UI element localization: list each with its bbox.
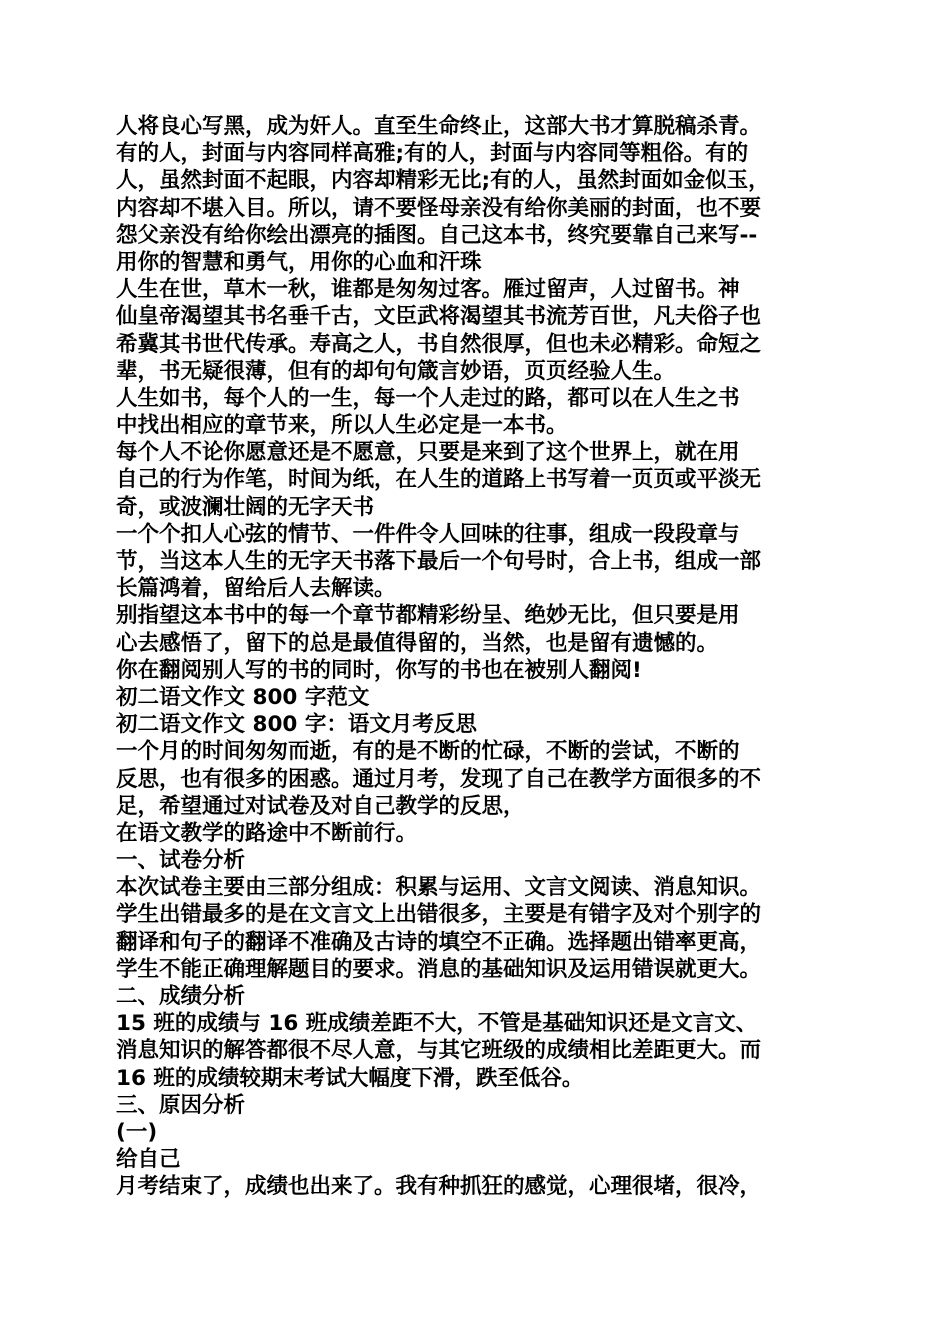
text-line: 节，当这本人生的无字天书落下最后一个句号时，合上书，组成一部 [116,549,762,574]
text-line: 内容却不堪入目。所以，请不要怪母亲没有给你美丽的封面，也不要 [116,195,762,221]
text-line: 本次试卷主要由三部分组成：积累与运用、文言文阅读、消息知识。 [116,875,762,901]
text-line: 人生如书，每个人的一生，每一个人走过的路，都可以在人生之书 [116,385,740,411]
subsection-heading: 给自己 [116,1147,181,1173]
essay-heading: 初二语文作文 800 字：语文月考反思 [116,712,477,738]
text-line: 用你的智慧和勇气，用你的心血和汗珠 [116,249,482,275]
text-line: 人，虽然封面不起眼，内容却精彩无比;有的人，虽然封面如金似玉， [116,168,770,194]
text-line: 学生不能正确理解题目的要求。消息的基础知识及运用错误就更大。 [116,956,762,982]
section-heading: 一、试卷分析 [116,848,246,874]
text-line: 怨父亲没有给你绘出漂亮的插图。自己这本书，终究要靠自己来写-- [116,222,758,248]
text-line: 16 班的成绩较期末考试大幅度下滑，跌至低谷。 [116,1065,584,1091]
text-line: 辈，书无疑很薄，但有的却句句箴言妙语，页页经验人生。 [116,358,676,384]
text-line: 心去感悟了，留下的总是最值得留的，当然，也是留有遗憾的。 [116,630,719,656]
text-line: 在语文教学的路途中不断前行。 [116,820,418,846]
text-line: 希冀其书世代传承。寿高之人，书自然很厚，但也未必精彩。命短之 [116,331,762,357]
text-line: 长篇鸿着，留给后人去解读。 [116,576,396,602]
text-line: 翻译和句子的翻译不准确及古诗的填空不正确。选择题出错率更高， [116,929,762,955]
text-line: 一个月的时间匆匆而逝，有的是不断的忙碌，不断的尝试，不断的 [116,739,740,765]
text-line: 奇，或波澜壮阔的无字天书 [116,494,375,520]
text-line: 月考结束了，成绩也出来了。我有种抓狂的感觉，心理很堵，很冷， [116,1174,762,1200]
text-line: 人生在世，草木一秋，谁都是匆匆过客。雁过留声，人过留书。神 [116,277,740,303]
text-line: 仙皇帝渴望其书名垂千古，文臣武将渴望其书流芳百世，凡夫俗子也 [116,304,762,330]
text-line: 消息知识的解答都很不尽人意，与其它班级的成绩相比差距更大。而 [116,1038,762,1064]
text-line: 有的人，封面与内容同样高雅;有的人，封面与内容同等粗俗。有的 [116,141,749,167]
text-line: 学生出错最多的是在文言文上出错很多，主要是有错字及对个别字的 [116,902,762,928]
section-heading: 二、成绩分析 [116,984,246,1009]
text-line: 15 班的成绩与 16 班成绩差距不大，不管是基础知识还是文言文、 [116,1011,758,1037]
section-heading: 三、原因分析 [116,1092,246,1118]
subsection-heading: (一) [116,1119,158,1145]
text-line: 一个个扣人心弦的情节、一件件令人回味的往事，组成一段段章与 [116,521,740,547]
text-line: 人将良心写黑，成为奸人。直至生命终止，这部大书才算脱稿杀青。 [116,114,762,139]
text-line: 每个人不论你愿意还是不愿意，只要是来到了这个世界上，就在用 [116,440,740,466]
text-line: 自己的行为作笔，时间为纸，在人生的道路上书写着一页页或平淡无 [116,467,762,493]
document-body [116,113,844,1201]
essay-heading: 初二语文作文 800 字范文 [116,684,370,710]
text-line: 反思，也有很多的困惑。通过月考，发现了自己在教学方面很多的不 [116,766,762,792]
text-line: 足，希望通过对试卷及对自己教学的反思， [116,793,525,819]
text-line: 别指望这本书中的每一个章节都精彩纷呈、绝妙无比，但只要是用 [116,603,740,629]
text-line: 你在翻阅别人写的书的同时，你写的书也在被别人翻阅! [116,657,642,683]
text-line: 中找出相应的章节来，所以人生必定是一本书。 [116,413,568,439]
